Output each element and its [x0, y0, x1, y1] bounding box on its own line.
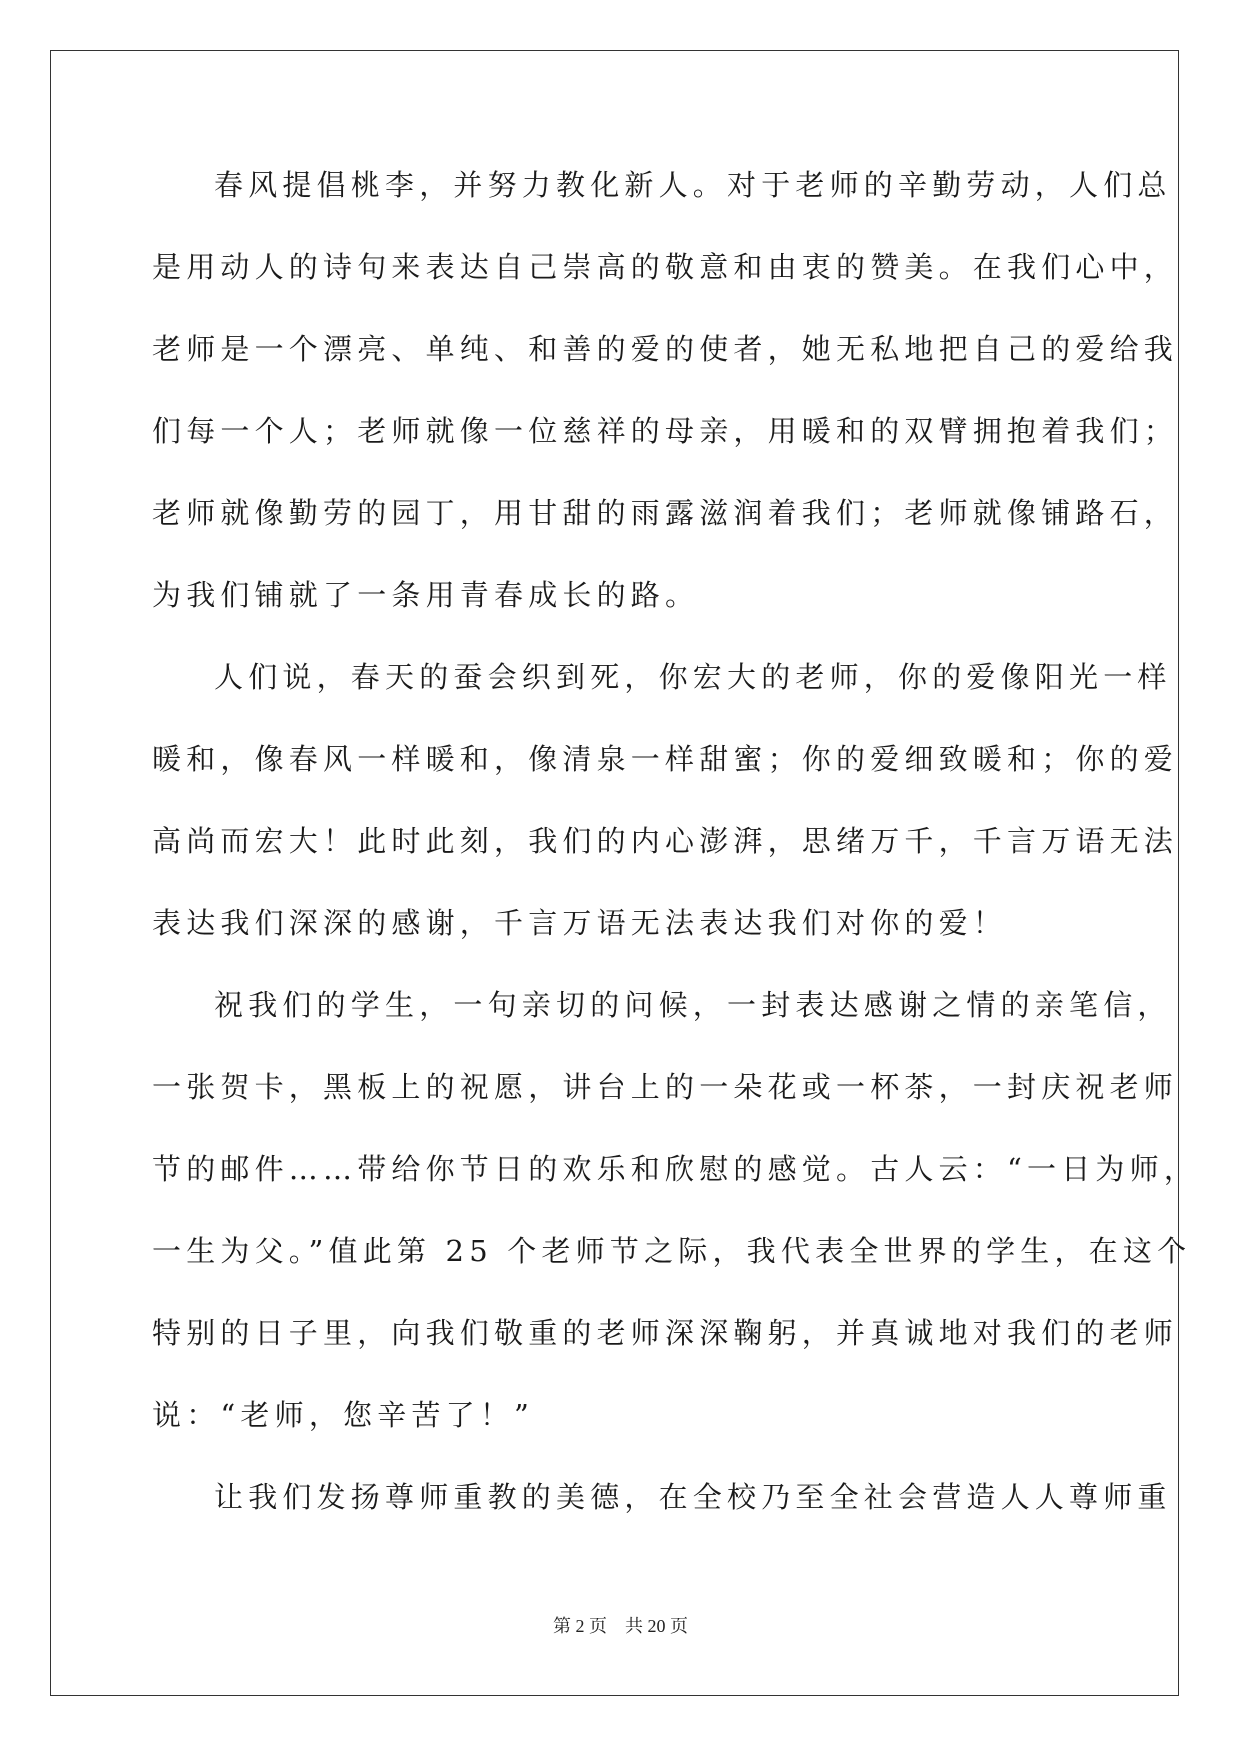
- text-line: 一张贺卡，黑板上的祝愿，讲台上的一朵花或一杯茶，一封庆祝老师: [152, 1070, 1179, 1104]
- text-line: 说：“老师，您辛苦了！”: [152, 1398, 535, 1432]
- text-line: 人们说，春天的蚕会织到死，你宏大的老师，你的爱像阳光一样: [214, 660, 1172, 694]
- text-line: 一生为父。”值此第 25 个老师节之际，我代表全世界的学生，在这个: [152, 1234, 1192, 1268]
- text-line: 老师就像勤劳的园丁，用甘甜的雨露滋润着我们；老师就像铺路石，: [152, 496, 1179, 530]
- text-line: 暖和，像春风一样暖和，像清泉一样甜蜜；你的爱细致暖和；你的爱: [152, 742, 1179, 776]
- text-line: 让我们发扬尊师重教的美德，在全校乃至全社会营造人人尊师重: [214, 1480, 1172, 1514]
- text-line: 高尚而宏大！此时此刻，我们的内心澎湃，思绪万千，千言万语无法: [152, 824, 1179, 858]
- text-line: 老师是一个漂亮、单纯、和善的爱的使者，她无私地把自己的爱给我: [152, 332, 1179, 366]
- text-line: 春风提倡桃李，并努力教化新人。对于老师的辛勤劳动，人们总: [214, 168, 1172, 202]
- text-line: 祝我们的学生，一句亲切的问候，一封表达感谢之情的亲笔信，: [214, 988, 1172, 1022]
- document-body: [152, 160, 1199, 1554]
- page-number-footer: 第 2 页 共 20 页: [553, 1616, 688, 1636]
- text-line: 节的邮件……带给你节日的欢乐和欣慰的感觉。古人云：“一日为师，: [152, 1152, 1199, 1186]
- text-line: 们每一个人；老师就像一位慈祥的母亲，用暖和的双臂拥抱着我们；: [152, 414, 1179, 448]
- text-line: 表达我们深深的感谢，千言万语无法表达我们对你的爱！: [152, 906, 1008, 940]
- text-line: 为我们铺就了一条用青春成长的路。: [152, 578, 700, 612]
- text-line: 特别的日子里，向我们敬重的老师深深鞠躬，并真诚地对我们的老师: [152, 1316, 1179, 1350]
- text-line: 是用动人的诗句来表达自己崇高的敬意和由衷的赞美。在我们心中，: [152, 250, 1179, 284]
